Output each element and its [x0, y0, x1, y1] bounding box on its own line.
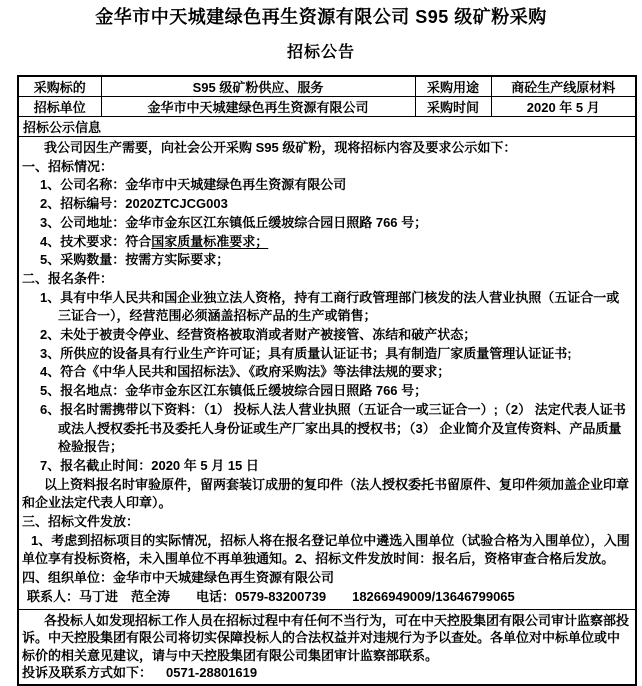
section1-item-1: 1、公司名称：金华市中天城建绿色再生资源有限公司	[40, 177, 347, 193]
section1-item-3: 3、公司地址：金华市金东区江东镇低丘缓坡综合园日照路 766 号；	[40, 214, 428, 230]
section3-paragraph: 1、考虑到招标项目的实际情况，招标人将在报名登记单位中遴选入围单位（试验合格为入围单位），入围单位享有投标资格，未入围单位不再单独通知。2、招标文件发放时间：报名后，资格审查合格后发放。	[22, 532, 630, 567]
complaint-contact-label: 投诉及联系方式如下：	[22, 665, 153, 681]
section2-item-4: 4、符合《中华人民共和国招标法》、《政府采购法》等法律法规的要求；	[40, 364, 451, 380]
section2-item-5: 5、报名地点：金华市金东区江东镇低丘缓坡综合园日照路 766 号；	[40, 383, 428, 399]
tender-unit-value: 金华市中天城建绿色再生资源有限公司	[101, 97, 415, 117]
procurement-use-label: 采购用途	[415, 76, 491, 97]
section1-item-2: 2、招标编号：2020ZTCJCG003	[40, 196, 228, 212]
section2-item-7: 7、报名截止时间：2020 年 5 月 15 日	[40, 457, 259, 473]
section1-item-4	[40, 233, 631, 252]
announcement-info-header: 招标公示信息	[18, 117, 636, 137]
tender-unit-label: 招标单位	[18, 97, 101, 117]
notice-intro: 我公司因生产需要，向社会公开采购 S95 级矿粉，现将招标内容及要求公示如下：	[44, 140, 517, 155]
procurement-time-label: 采购时间	[415, 97, 491, 117]
section1-item-5: 5、采购数量：按需方实际要求；	[40, 252, 230, 268]
table-row-tender-unit	[18, 97, 636, 117]
procurement-use-value: 商砼生产线原材料	[491, 76, 636, 97]
procurement-subject-label: 采购标的	[18, 76, 101, 97]
section3-heading: 三、招标文件发放：	[22, 514, 140, 530]
notice-body-cell	[18, 137, 636, 610]
page-subtitle: 招标公告	[286, 44, 355, 61]
complaint-cell	[18, 609, 636, 685]
page-title: 金华市中天城建绿色再生资源有限公司 S95 级矿粉采购	[95, 7, 547, 27]
complaint-paragraph: 各投标人如发现招标工作人员在招标过程中有任何不当行为，可在中天控股集团有限公司审计监察部投诉。中天控股集团有限公司将切实保障投标人的合法权益并对违规行为予以查处。各单位对中标单位或中标价的相关意见建议，请与中天控股集团有限公司集团审计监察部联系。	[22, 612, 630, 663]
contact-line: 联系人：马丁进 范全涛 电话：0579-83200739 18266949009/13646799065	[27, 588, 515, 604]
tender-announcement-page	[0, 6, 642, 683]
procurement-subject-value: S95 级矿粉供应、服务	[101, 76, 415, 97]
table-row-section-header	[18, 117, 636, 137]
section1-item-4-prefix: 4、技术要求：符合	[40, 233, 152, 249]
section2-heading: 二、报名条件：	[22, 270, 114, 286]
section2-item-2: 2、未处于被责令停业、经营资格被取消或者财产被接管、冻结和破产状态；	[40, 327, 477, 343]
tender-info-table	[17, 75, 637, 686]
section1-heading: 一、招标情况：	[22, 158, 114, 174]
section4-heading: 四、组织单位：金华市中天城建绿色再生资源有限公司	[22, 570, 335, 586]
section2-item-6: 6、报名时需携带以下资料：（1） 投标人法人营业执照（五证合一或三证合一）;（2） 法定代表人证书或法人授权委托书及委托人身份证或生产厂家出具的授权书；（3） 企业简介及宣传资料、产品质量检验报告；	[40, 401, 626, 455]
table-row-complaint	[18, 609, 636, 685]
section2-item-3: 3、所供应的设备具有行业生产许可证；具有质量认证证书；具有制造厂家质量管理认证证书;	[40, 345, 572, 361]
complaint-phone-number: 0571-28801619	[166, 665, 258, 681]
table-row-notice-body	[18, 137, 636, 610]
procurement-time-value: 2020 年 5 月	[491, 97, 636, 117]
section2-note: 以上资料报名时审验原件，留两套装订成册的复印件（法人授权委托书留原件、复印件须加盖企业印章和企业法定代表人印章）。	[22, 476, 630, 511]
section1-item-4-underlined-text: 国家质量标准要求；	[151, 233, 269, 249]
table-row-procurement-subject	[18, 76, 636, 97]
section2-item-1: 1、具有中华人民共和国企业独立法人资格，持有工商行政管理部门核发的法人营业执照（五证合一或三证合一），经营范围必须涵盖招标产品的生产或销售；	[40, 289, 620, 324]
complaint-contact-line	[22, 664, 631, 682]
